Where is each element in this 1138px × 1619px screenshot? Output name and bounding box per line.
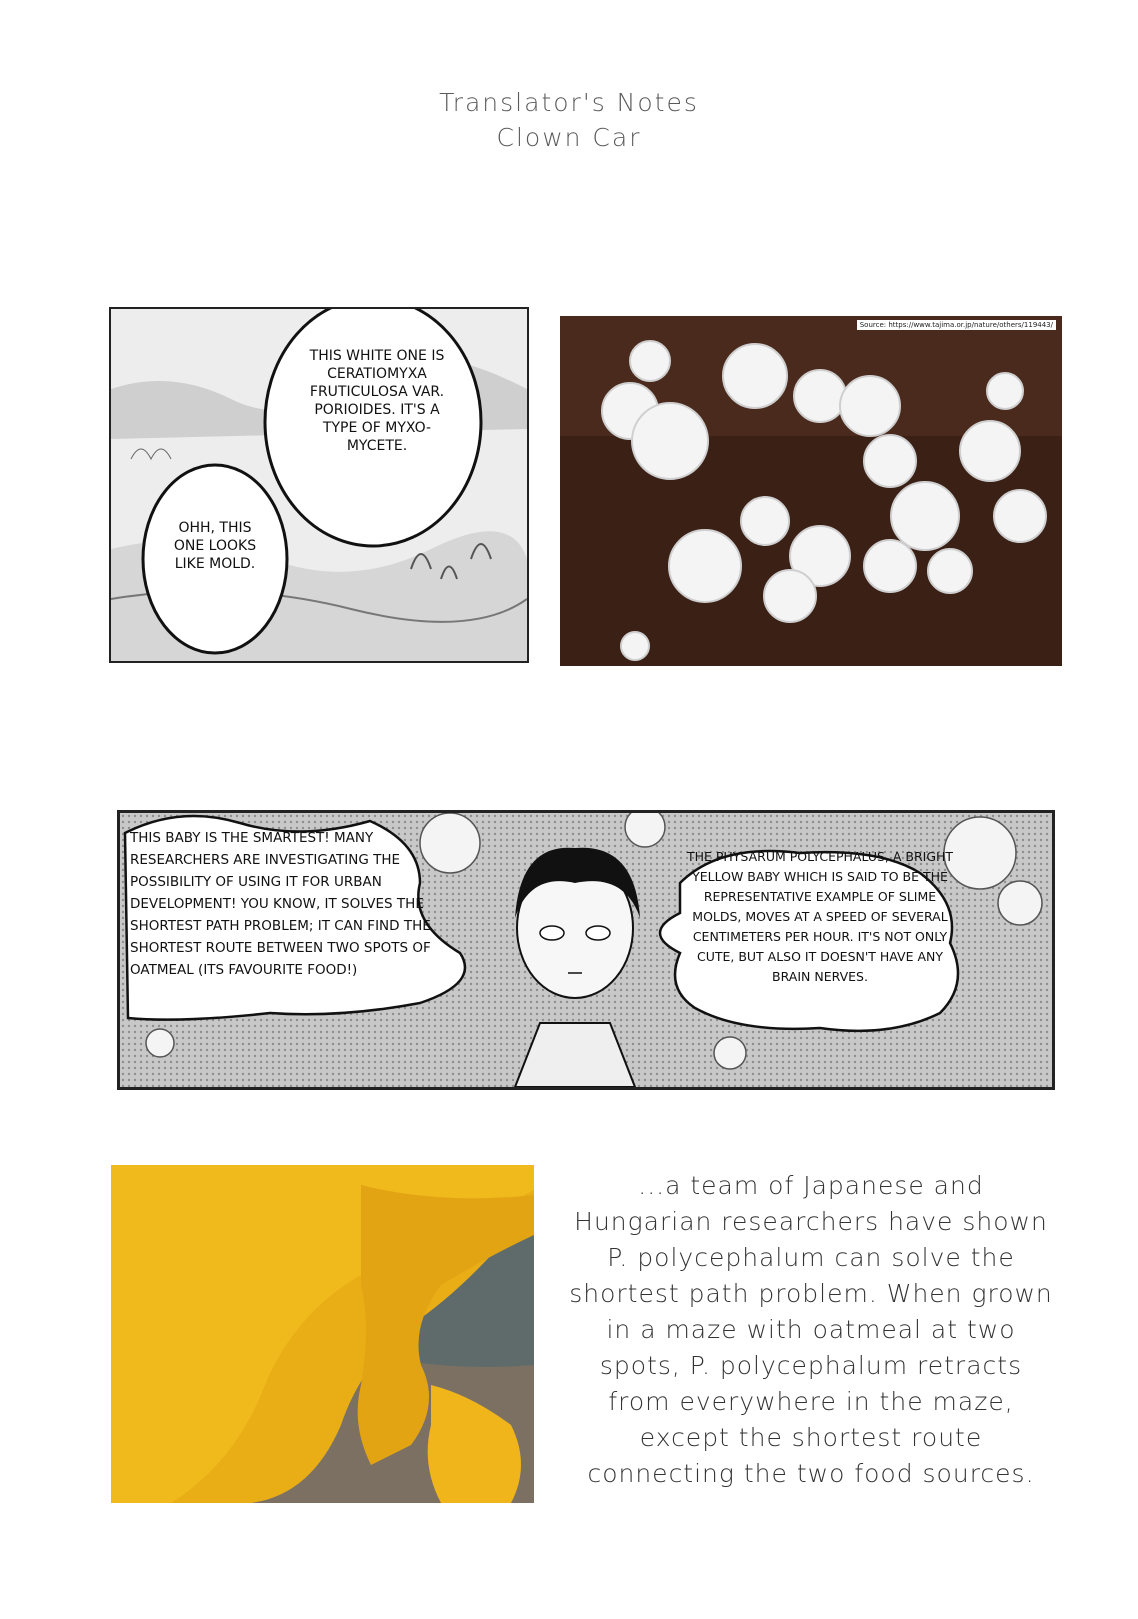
speech-bubble-left: THIS BABY IS THE SMARTEST! MANY RESEARCHERS ARE INVESTIGATING THE POSSIBILITY OF USING IT FOR URBAN DEVELOPMENT! YOU KNOW, IT SOLVES THE SHORTEST PATH PROBLEM; IT CAN FIND THE SHORTEST ROUTE BETWEEN TWO SPOTS OF OATMEAL (ITS FAVOURITE FOOD!)	[130, 830, 431, 978]
manga-panel-mold	[109, 307, 529, 663]
speech-bubble-small: OHH, THIS ONE LOOKS LIKE MOLD.	[173, 520, 257, 572]
white-slime-mold-image	[560, 316, 1062, 666]
page-subtitle: Clown Car	[496, 123, 642, 152]
yellow-slime-mold-image	[111, 1165, 534, 1503]
photo-yellow-slime-mold	[111, 1165, 534, 1503]
manga-panel-physarum	[117, 810, 1055, 1090]
photo-white-slime-mold	[560, 316, 1062, 666]
image-source-caption: Source: https://www.tajima.or.jp/nature/others/119443/	[857, 320, 1056, 330]
translator-note-text: ...a team of Japanese and Hungarian researchers have shown P. polycephalum can solve the shortest path problem. When grown in a maze with oatmeal at two spots, P. polycephalum retracts from everywhere in the maze, except the shortest route connecting the two food sources.	[569, 1171, 1053, 1488]
speech-bubble-right: THE PHYSARUM POLYCEPHALUS, A BRIGHT YELLOW BABY WHICH IS SAID TO BE THE REPRESENTATIVE EXAMPLE OF SLIME MOLDS, MOVES AT A SPEED OF SEVERAL CENTIMETERS PER HOUR. IT'S NOT ONLY CUTE, BUT ALSO IT DOESN'T HAVE ANY BRAIN NERVES.	[686, 849, 954, 984]
page-title: Translator's Notes	[439, 88, 699, 117]
speech-bubble-large: THIS WHITE ONE IS CERATIOMYXA FRUTICULOSA VAR. PORIOIDES. IT'S A TYPE OF MYXO-MYCETE.	[309, 348, 445, 454]
